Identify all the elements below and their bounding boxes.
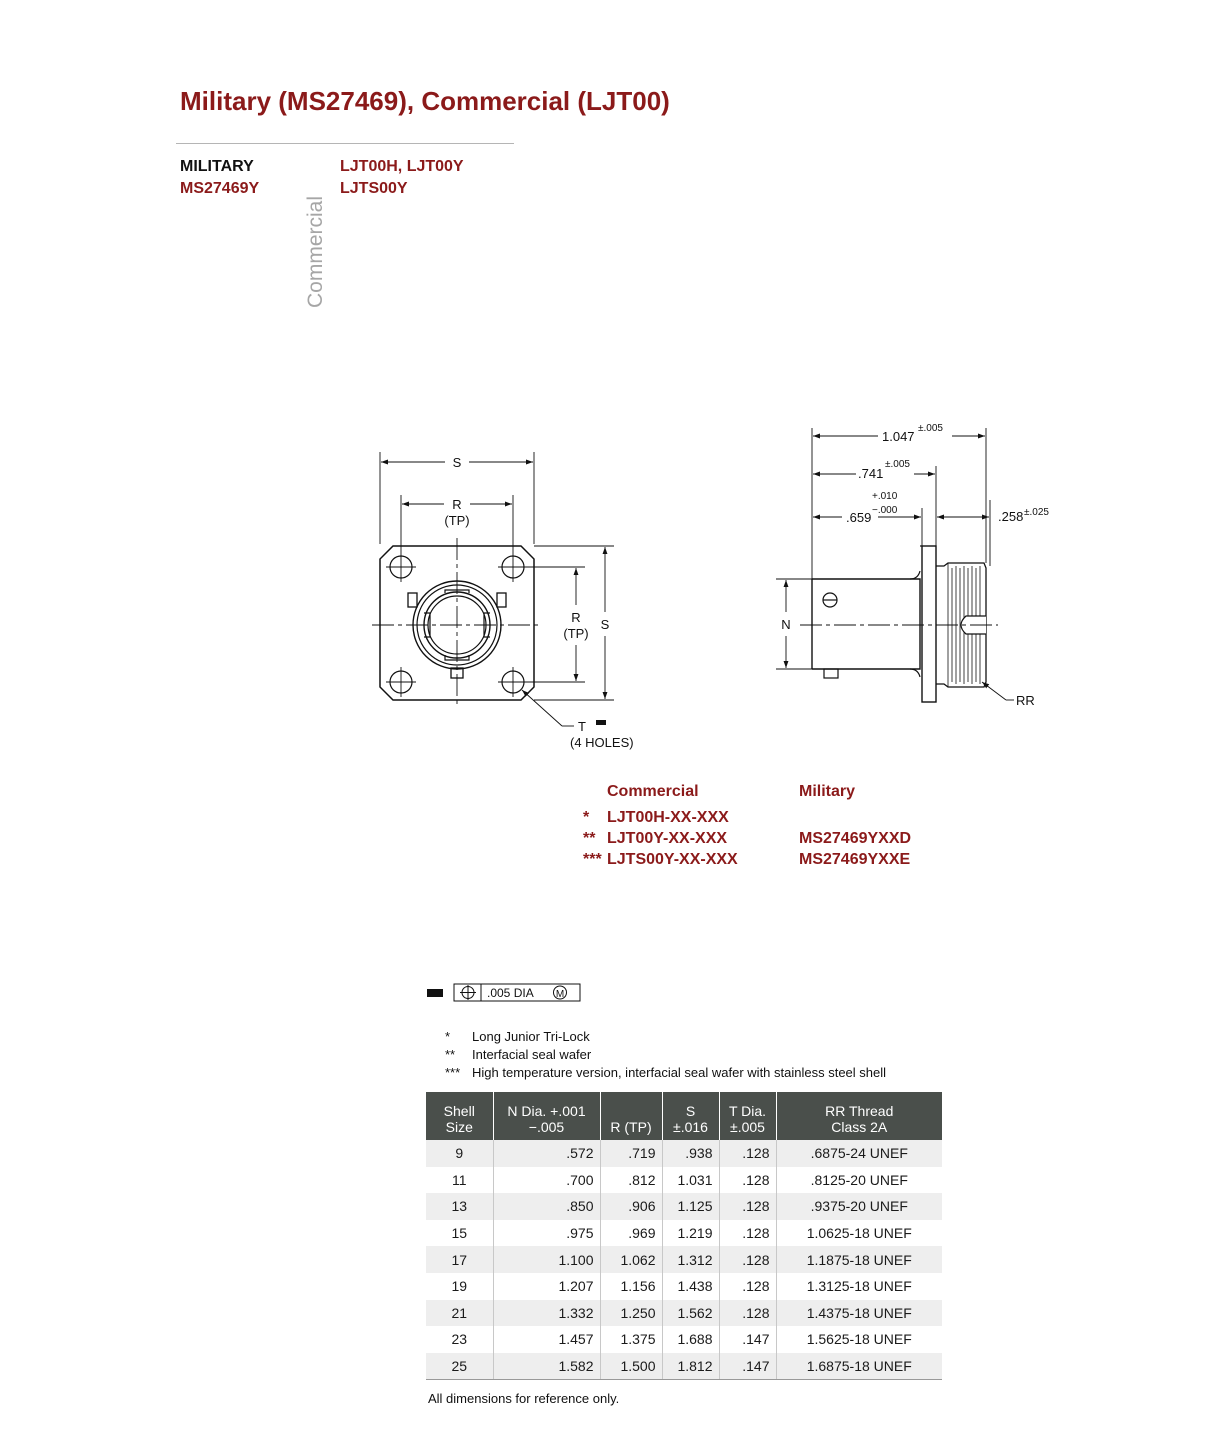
table-row: 13 .850 .906 1.125 .128 .9375-20 UNEF: [426, 1193, 942, 1220]
commercial-vertical-label: Commercial: [304, 195, 327, 308]
page-title: Military (MS27469), Commercial (LJT00): [180, 86, 670, 116]
footnote: * Long Junior Tri-Lock: [445, 1029, 590, 1044]
dim-t-label: T: [578, 719, 586, 734]
part-row-commercial: [583, 830, 727, 848]
dim-body: .659: [846, 510, 872, 525]
dim-s-right: S: [600, 617, 610, 632]
table-row: 15 .975 .969 1.219 .128 1.0625-18 UNEF: [426, 1220, 942, 1247]
tolerance-callout: [426, 982, 586, 1004]
column-header: RR Thread Class 2A: [776, 1092, 942, 1140]
dim-tp-top: (TP): [444, 513, 470, 528]
military-column-header: Military: [799, 783, 856, 800]
dim-mid: .741: [858, 466, 884, 481]
part-row-marker: **: [583, 830, 596, 847]
datum-marker-icon: [427, 989, 443, 997]
part-military: MS27469YXXE: [799, 851, 911, 868]
table-row: 9 .572 .719 .938 .128 .6875-24 UNEF: [426, 1140, 942, 1167]
dim-thread: .258: [998, 509, 1024, 524]
table-row: 17 1.100 1.062 1.312 .128 1.1875-18 UNEF: [426, 1246, 942, 1273]
dim-tp-right: (TP): [563, 626, 589, 641]
column-header: S ±.016: [662, 1092, 719, 1140]
tolerance-value: .005 DIA: [487, 986, 534, 1000]
dim-overall: 1.047: [882, 429, 915, 444]
dim-mid-tol: ±.005: [885, 459, 910, 470]
dim-s-top: S: [452, 455, 462, 470]
part-commercial: LJT00H-XX-XXX: [607, 809, 729, 826]
part-commercial: LJTS00Y-XX-XXX: [607, 851, 738, 868]
part-row-marker: *: [583, 809, 590, 826]
holes-label: (4 HOLES): [570, 735, 634, 750]
table-row: 25 1.582 1.500 1.812 .147 1.6875-18 UNEF: [426, 1353, 942, 1380]
part-row-marker: ***: [583, 851, 602, 868]
column-header: T Dia. ±.005: [719, 1092, 776, 1140]
table-row: 11 .700 .812 1.031 .128 .8125-20 UNEF: [426, 1167, 942, 1194]
part-military: MS27469YXXD: [799, 830, 912, 847]
position-icon: [460, 985, 476, 1000]
mounting-hole: [498, 552, 528, 582]
footnote: ** Interfacial seal wafer: [445, 1047, 592, 1062]
table-row: 19 1.207 1.156 1.438 .128 1.3125-18 UNEF: [426, 1273, 942, 1300]
column-header: N Dia. +.001 −.005: [493, 1092, 600, 1140]
dim-body-tol-plus: +.010: [872, 491, 898, 502]
reference-note: All dimensions for reference only.: [428, 1391, 620, 1406]
table-header-row: [426, 1092, 942, 1140]
table-row: 21 1.332 1.250 1.562 .128 1.4375-18 UNEF: [426, 1300, 942, 1327]
commercial-part-number: LJTS00Y: [340, 180, 408, 197]
part-row-commercial: [583, 851, 738, 869]
dim-thread-tol: ±.025: [1024, 507, 1049, 518]
front-view: [372, 452, 614, 726]
dimension-table: [426, 1092, 942, 1380]
dim-r-top: R: [452, 497, 462, 512]
part-commercial: LJT00Y-XX-XXX: [607, 830, 728, 847]
dim-body-tol-minus: −.000: [872, 505, 898, 516]
footnote: *** High temperature version, interfacial seal wafer with stainless steel shell: [445, 1065, 887, 1080]
column-header: Shell Size: [426, 1092, 493, 1140]
dim-n: N: [781, 617, 791, 632]
mounting-hole: [498, 667, 528, 697]
military-part-number: MS27469Y: [180, 180, 260, 197]
column-header: R (TP): [600, 1092, 662, 1140]
commercial-column-header: Commercial: [607, 783, 699, 800]
mounting-hole: [386, 667, 416, 697]
part-row-commercial: [583, 809, 729, 827]
mounting-hole: [386, 552, 416, 582]
dim-r-right: R: [571, 610, 581, 625]
datum-marker-icon: [596, 720, 606, 725]
commercial-part-number: LJT00H, LJT00Y: [340, 158, 464, 175]
dim-overall-tol: ±.005: [918, 423, 943, 434]
dim-rr: RR: [1016, 693, 1035, 708]
tolerance-modifier: M: [555, 989, 565, 1000]
table-row: 23 1.457 1.375 1.688 .147 1.5625-18 UNEF: [426, 1326, 942, 1353]
military-label: MILITARY: [180, 158, 254, 175]
